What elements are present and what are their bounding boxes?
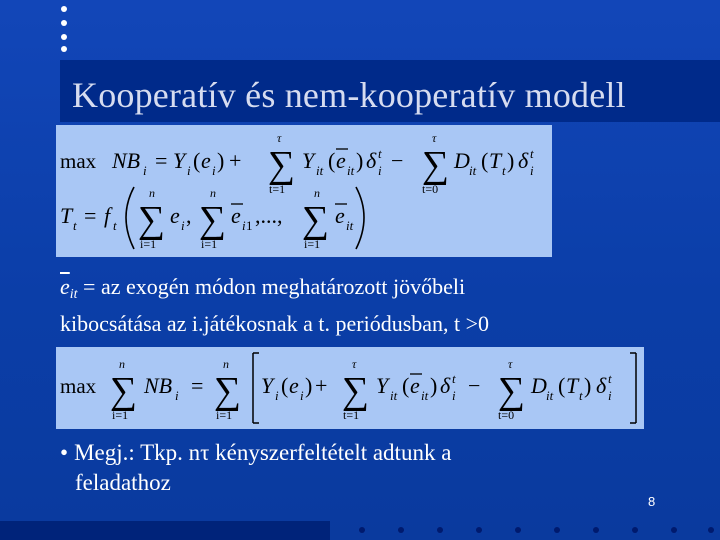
definition-text (60, 272, 700, 338)
definition-line2: kibocsátása az i.játékosnak a t. periódusban, t >0 (60, 311, 490, 336)
e-bar-symbol: $\overline{e}$ (60, 274, 70, 299)
svg-text:∑: ∑ (342, 370, 370, 412)
dot-icon (61, 34, 67, 40)
svg-text:t: t (452, 371, 456, 386)
svg-text:∑: ∑ (422, 144, 450, 186)
svg-text:n: n (223, 357, 229, 371)
svg-text:t=0: t=0 (422, 182, 439, 196)
svg-text:): ) (217, 148, 225, 173)
svg-text:i: i (608, 388, 612, 403)
svg-text:1: 1 (246, 218, 253, 233)
svg-text:δ: δ (440, 373, 451, 398)
dot-icon (671, 527, 677, 533)
svg-text:D: D (531, 373, 547, 398)
svg-text:(: ( (481, 148, 489, 173)
svg-text:t: t (502, 163, 506, 178)
dot-icon (437, 527, 443, 533)
dot-icon (398, 527, 404, 533)
svg-text:it: it (346, 218, 354, 233)
svg-text:T: T (489, 148, 502, 173)
title-bar (60, 60, 720, 122)
svg-text:i: i (242, 218, 246, 233)
svg-text:t=1: t=1 (269, 182, 286, 196)
svg-text:max: max (60, 374, 97, 398)
svg-text:δ: δ (596, 373, 607, 398)
formula-box-bottom (56, 347, 644, 429)
svg-text:(: ( (328, 148, 336, 173)
svg-text:Y: Y (173, 148, 186, 173)
svg-text:e: e (170, 203, 180, 228)
svg-text:it: it (546, 388, 554, 403)
svg-text:(: ( (402, 373, 410, 398)
svg-text:i=1: i=1 (216, 408, 233, 422)
svg-text:i=1: i=1 (140, 237, 157, 251)
svg-text:Y: Y (376, 373, 389, 398)
svg-text:,...,: ,..., (255, 203, 283, 228)
svg-text:n: n (314, 186, 320, 200)
svg-text:n: n (210, 186, 216, 200)
svg-text:τ: τ (352, 357, 357, 371)
svg-text:,: , (186, 203, 192, 228)
svg-text:−: − (468, 373, 481, 398)
svg-text:=: = (155, 148, 168, 173)
svg-text:Y: Y (261, 373, 274, 398)
svg-text:δ: δ (366, 148, 377, 173)
svg-text:f: f (104, 203, 111, 228)
svg-text:∑: ∑ (110, 370, 138, 412)
svg-text:i=1: i=1 (304, 237, 321, 251)
svg-text:i: i (212, 163, 216, 178)
dot-icon (593, 527, 599, 533)
dot-icon (708, 527, 714, 533)
svg-text:+: + (229, 148, 242, 173)
svg-text:t: t (579, 388, 583, 403)
formula1-nb: NB (112, 148, 141, 173)
svg-text:it: it (390, 388, 398, 403)
note-bullet (60, 438, 620, 498)
svg-text:i: i (378, 163, 382, 178)
svg-text:it: it (469, 163, 477, 178)
svg-text:t: t (378, 146, 382, 161)
slide-title: Kooperatív és nem-kooperatív modell (72, 75, 626, 115)
svg-text:e: e (289, 373, 299, 398)
svg-text:it: it (421, 388, 429, 403)
svg-text:n: n (119, 357, 125, 371)
svg-text:δ: δ (518, 148, 529, 173)
svg-text:+: + (315, 373, 328, 398)
svg-text:t: t (608, 371, 612, 386)
svg-text:i: i (300, 388, 304, 403)
svg-text:e: e (201, 148, 211, 173)
svg-text:i: i (452, 388, 456, 403)
svg-text:i: i (143, 163, 147, 178)
svg-text:): ) (430, 373, 438, 398)
formula-top-svg (56, 125, 552, 257)
dot-icon (61, 6, 67, 12)
svg-text:i: i (187, 163, 191, 178)
svg-text:=: = (84, 203, 97, 228)
svg-text:T: T (566, 373, 579, 398)
svg-text:): ) (507, 148, 515, 173)
svg-text:D: D (454, 148, 470, 173)
svg-text:=: = (191, 373, 204, 398)
svg-text:t: t (73, 218, 77, 233)
definition-line1: = az exogén módon meghatározott jövőbeli (83, 274, 466, 299)
svg-text:i: i (181, 218, 185, 233)
svg-text:e: e (335, 203, 345, 228)
svg-text:Y: Y (302, 148, 315, 173)
page-number: 8 (648, 494, 656, 509)
svg-text:n: n (149, 186, 155, 200)
formula-box-top (56, 125, 552, 257)
svg-text:e: e (336, 148, 346, 173)
svg-text:e: e (231, 203, 241, 228)
dot-icon (515, 527, 521, 533)
svg-text:∑: ∑ (214, 370, 242, 412)
svg-text:∑: ∑ (138, 199, 166, 241)
svg-text:t=0: t=0 (498, 408, 515, 422)
svg-text:(: ( (558, 373, 566, 398)
svg-text:): ) (356, 148, 364, 173)
e-bar-subscript: it (69, 287, 78, 302)
dot-icon (476, 527, 482, 533)
svg-text:t: t (530, 146, 534, 161)
svg-text:): ) (584, 373, 592, 398)
svg-text:−: − (391, 148, 404, 173)
svg-text:t=1: t=1 (343, 408, 360, 422)
svg-text:∑: ∑ (498, 370, 526, 412)
svg-text:i: i (175, 388, 179, 403)
dot-icon (61, 46, 67, 52)
svg-text:t: t (113, 218, 117, 233)
svg-text:i: i (275, 388, 279, 403)
dot-icon (61, 20, 67, 26)
svg-text:it: it (347, 163, 355, 178)
svg-text:τ: τ (277, 131, 282, 145)
svg-text:NB: NB (144, 373, 173, 398)
svg-text:(: ( (281, 373, 289, 398)
dot-icon (359, 527, 365, 533)
note-line2: feladathoz (75, 470, 171, 495)
dot-icon (632, 527, 638, 533)
note-line1: Megj.: Tkp. nτ kényszerfeltételt adtunk a (74, 440, 452, 465)
formula2-t: T (60, 203, 73, 228)
svg-text:∑: ∑ (302, 199, 330, 241)
formula-bottom-svg (56, 347, 644, 429)
svg-text:it: it (316, 163, 324, 178)
svg-text:(: ( (193, 148, 201, 173)
svg-text:i: i (530, 163, 534, 178)
bottom-bar (0, 521, 330, 540)
svg-text:): ) (305, 373, 313, 398)
svg-text:e: e (410, 373, 420, 398)
bullet-icon: • (60, 440, 69, 465)
formula1-max: max (60, 149, 97, 173)
svg-text:τ: τ (508, 357, 513, 371)
svg-text:∑: ∑ (199, 199, 227, 241)
svg-text:i=1: i=1 (112, 408, 129, 422)
svg-text:τ: τ (432, 131, 437, 145)
svg-text:i=1: i=1 (201, 237, 218, 251)
dot-icon (554, 527, 560, 533)
svg-text:∑: ∑ (268, 144, 296, 186)
